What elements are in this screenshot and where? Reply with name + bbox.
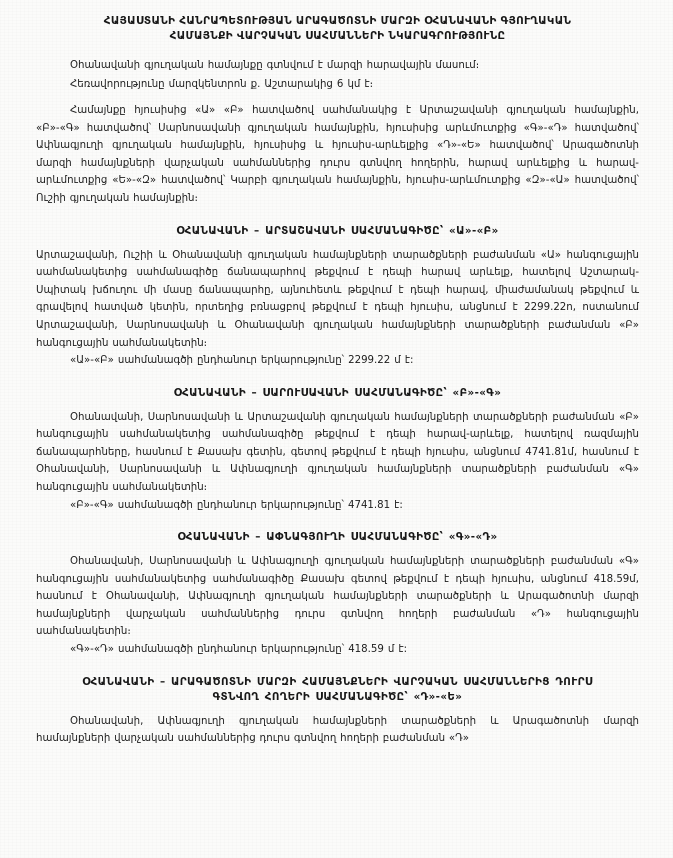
intro-gap <box>36 94 639 102</box>
section-heading-line: ՕՀԱՆԱՎԱՆԻ – ԱՐՏԱՇԱՎԱՆԻ ՍԱՀՄԱՆԱԳԻԾԸ՝ «Ա»-«Բ» <box>176 224 499 237</box>
section-3-heading-gap <box>36 545 639 553</box>
section-2-body: Օհանավանի, Սարնոսավանի և Արտաշավանի գյուղական համայնքների տարածքների բաժանման «Բ» հանգուցային սահմանակետից սահմանագիծը թեքվում է դեպի հարավ-արևելք, հատելով ռազմային ճանապարհները, հասնում է Քասախ գետին, գետով թեքվում է դեպի հյուսիս, անցնում 4741.81մ, հասնում է Օհանավանի, Սարնոսավանի և Ափնագյուղի գյուղական համայնքների տարածքների բաժանման «Գ» հանգուցային սահմանակետին։ <box>36 411 639 493</box>
document-title <box>42 14 633 43</box>
section-heading-ohanavan-apnagyugh <box>36 530 639 545</box>
section-heading-ohanavan-sarusavan <box>36 386 639 401</box>
section-2-heading-gap <box>36 401 639 409</box>
section-1-heading-gap <box>36 239 639 247</box>
section-2-gap <box>36 370 639 386</box>
section-4-body: Օհանավանի, Ափնագյուղի գյուղական համայնքների տարածքների և Արագածոտնի մարզի համայնքների վարչական սահմաններից դուրս գտնվող հողերի բաժանման «Դ» <box>36 715 639 745</box>
section-1-gap <box>36 208 639 224</box>
intro-line-2: Հեռավորությունը մարզկենտրոն ք. Աշտարակից 6 կմ է։ <box>70 79 374 90</box>
intro-line-1: Օհանավանի գյուղական համայնքը գտնվում է մարզի հարավային մասում։ <box>70 60 480 71</box>
section-1-body: Արտաշավանի, Ուշիի և Օհանավանի գյուղական համայնքների տարածքների բաժանման «Ա» հանգուցային սահմանակետից սահմանագիծը ճանապարհով թեքվում է դեպի հարավ արևելք, հատելով Աշտարակ-Սպիտակ խճուղու մի մասը ճանապարհը, այնուհետև թեքվում է դեպի հարավ, միաժամանակ թեքվում և գրավելով հատված կետին, որտեղից բռնացբով թեքվում է դեպի հյուսիս, անցնում է 2299.22ո, ոստանում Արտաշավանի, Սարնոսավանի և Օհանավանի գյուղական համայնքների տարածքների բաժանման «Բ» հանգուցային սահմանակետին։ <box>36 249 639 349</box>
section-heading-ohanavan-artashavan <box>36 224 639 239</box>
section-3-gap <box>36 514 639 530</box>
overview-paragraph: Համայնքը հյուսիսից «Ա» «Բ» հատվածով սահմանակից է Արտաշավանի գյուղական համայնքին, «Բ»-«Գ» հատվածով՝ Սարնոսավանի գյուղական համայնքին, հյուսիսից արևմուտքից «Գ»-«Դ» հատվածով՝ Ափնագյուղի գյուղական համայնքին, հյուսիսից և հյուսիս-արևելքից «Դ»-«Ե» հատվածով՝ Արագածոտնի մարզի համայնքների վարչական սահմաններից դուրս գտնվող հողերին, հարավ արևելքից և հարավ-արևմուտքից «Ե»-«Զ» հատվածով՝ Կարբի գյուղական համայնքին, հյուսիս-արևմուտքից «Զ»-«Ա» հատվածով՝ Ուշիի գյուղական համայնքին։ <box>36 105 639 204</box>
section-heading-line: ԳՏՆՎՈՂ ՀՈՂԵՐԻ ՍԱՀՄԱՆԱԳԻԾԸ՝ «Դ»-«Ե» <box>212 690 463 703</box>
document-title-line-2: ՀԱՄԱՅՆՔԻ ՎԱՐՉԱԿԱՆ ՍԱՀՄԱՆՆԵՐԻ ՆԿԱՐԱԳՐՈՒԹՅՈՒՆԸ <box>169 29 506 42</box>
section-heading-line: ՕՀԱՆԱՎԱՆԻ – ՍԱՐՈՒՍԱՎԱՆԻ ՍԱՀՄԱՆԱԳԻԾԸ՝ «Բ»-«Գ» <box>173 386 502 399</box>
section-heading-line: ՕՀԱՆԱՎԱՆԻ – ԱՐԱԳԱԾՈՏՆԻ ՄԱՐԶԻ ՀԱՄԱՅՆՔՆԵՐԻ ՎԱՐՉԱԿԱՆ ՍԱՀՄԱՆՆԵՐԻՑ ԴՈՒՐՍ <box>82 675 593 688</box>
document-title-line-1: ՀԱՅԱՍՏԱՆԻ ՀԱՆՐԱՊԵՏՈՒԹՅԱՆ ԱՐԱԳԱԾՈՏՆԻ ՄԱՐԶԻ ՕՀԱՆԱՎԱՆԻ ԳՅՈՒՂԱԿԱՆ <box>103 15 572 27</box>
section-heading-ohanavan-outside-lands <box>36 675 639 705</box>
section-4-gap <box>36 659 639 675</box>
section-2-measure: «Բ»-«Գ» սահմանագծի ընդհանուր երկարությունը՝ 4741.81 է: <box>70 499 403 511</box>
section-3-body: Օհանավանի, Սարնոսավանի և Ափնագյուղի գյուղական համայնքների տարածքների բաժանման «Գ» հանգուցային սահմանակետից սահմանագիծը Քասախ գետով թեքվում է դեպի հյուսիս, անցնում 418.59մ, հասնում է Օհանավանի, Ափնագյուղի գյուղական համայնքների տարածքների և Արագածոտնի մարզի համայնքների վարչական սահմաններից դուրս գտնվող հողերի բաժանման «Դ» հանգուցային սահմանակետին։ <box>36 556 639 638</box>
title-gap <box>36 43 639 56</box>
section-heading-line: ՕՀԱՆԱՎԱՆԻ – ԱՓՆԱԳՅՈՒՂԻ ՍԱՀՄԱՆԱԳԻԾԸ՝ «Գ»-«Դ» <box>177 531 498 544</box>
section-3-measure: «Գ»-«Դ» սահմանագծի ընդհանուր երկարությունը՝ 418.59 մ է: <box>70 644 408 656</box>
section-4-heading-gap <box>36 705 639 713</box>
section-1-measure: «Ա»-«Բ» սահմանագծի ընդհանուր երկարությունը՝ 2299.22 մ է: <box>70 355 414 367</box>
